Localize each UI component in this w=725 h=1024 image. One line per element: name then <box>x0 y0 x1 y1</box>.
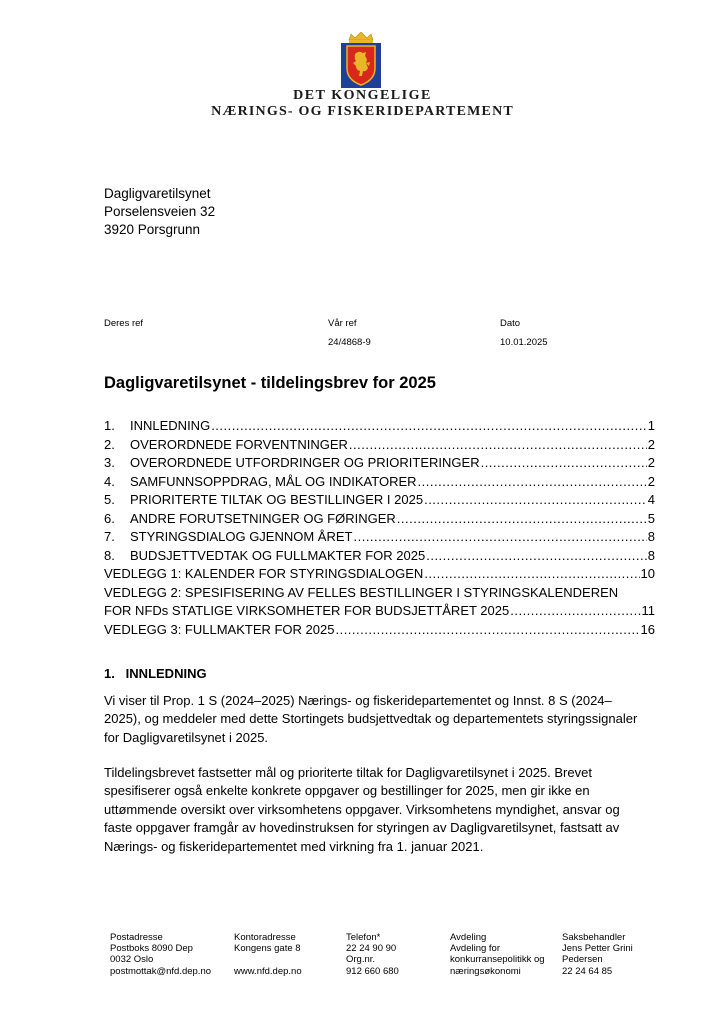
ministry-name-line1: DET KONGELIGE <box>293 88 432 103</box>
footer-value <box>234 954 302 965</box>
paragraph-line: for Dagligvaretilsynet i 2025. <box>104 729 269 745</box>
dato-value: 10.01.2025 <box>500 337 548 348</box>
paragraph-line: spesifiserer også enkelte konkrete oppgaver og bestillinger for 2025, men gir ikke en <box>104 783 590 799</box>
coat-of-arms-icon <box>337 32 385 88</box>
footer-value: næringsøkonomi <box>450 965 521 977</box>
toc-leader <box>424 566 639 581</box>
paragraph-line: Nærings- og fiskeridepartementet med virkning fra 1. januar 2021. <box>104 838 484 854</box>
paragraph <box>104 692 664 747</box>
section-heading: 1. INNLEDNING <box>104 666 207 681</box>
toc-number: 7. <box>104 529 115 544</box>
toc-number: 1. <box>104 418 115 433</box>
document-title: Dagligvaretilsynet - tildelingsbrev for 2025 <box>104 374 436 392</box>
footer-value: Pedersen <box>562 954 603 966</box>
toc-page: 16 <box>640 621 655 637</box>
footer-label: Org.nr. <box>346 954 376 966</box>
toc-page: 2 <box>647 436 655 452</box>
var-ref-label: Vår ref <box>328 318 357 329</box>
toc-text: FOR NFDs STATLIGE VIRKSOMHETER FOR BUDSJETTÅRET 2025 <box>104 603 510 618</box>
paragraph-line: Tildelingsbrevet fastsetter mål og prioriterte tiltak for Dagligvaretilsynet i 2025. Brevet <box>104 765 592 780</box>
paragraph-line: uttømmende oversikt over virksomhetens oppgaver. Virksomhetens myndighet, ansvar og <box>104 801 620 817</box>
footer-telefon <box>346 932 399 977</box>
toc-leader <box>335 622 639 637</box>
toc-entry[interactable] <box>104 585 655 622</box>
toc-entry[interactable] <box>104 474 655 493</box>
toc-number: 5. <box>104 492 115 507</box>
footer-value: Avdeling for <box>450 943 500 955</box>
toc-leader <box>211 418 647 433</box>
footer-website-link[interactable]: www.nfd.dep.no <box>234 965 302 977</box>
toc-text: ANDRE FORUTSETNINGER OG FØRINGER <box>130 510 396 526</box>
toc-entry[interactable] <box>104 622 655 641</box>
toc-page: 2 <box>647 473 655 489</box>
toc-text: INNLEDNING <box>130 418 211 433</box>
toc-entry[interactable] <box>104 492 655 511</box>
table-of-contents <box>104 418 655 640</box>
toc-entry[interactable] <box>104 437 655 456</box>
footer-kontoradresse <box>234 932 302 977</box>
deres-ref-label: Deres ref <box>104 318 144 329</box>
toc-text: BUDSJETTVEDTAK OG FULLMAKTER FOR 2025 <box>130 547 426 563</box>
footer-label: Avdeling <box>450 932 487 943</box>
toc-leader <box>353 529 646 544</box>
recipient-street: Porselensveien 32 <box>104 204 216 219</box>
footer-value: Postboks 8090 Dep <box>110 943 193 955</box>
footer-value: Jens Petter Grini <box>562 943 633 955</box>
toc-number: 3. <box>104 455 115 470</box>
toc-number: 4. <box>104 473 115 489</box>
footer-avdeling <box>450 932 545 977</box>
toc-leader <box>397 511 647 526</box>
footer-label: Postadresse <box>110 932 163 943</box>
toc-page: 4 <box>647 492 655 507</box>
toc-page: 2 <box>647 455 655 470</box>
ministry-name-line2: NÆRINGS- OG FISKERIDEPARTEMENT <box>211 104 514 119</box>
toc-text: VEDLEGG 3: FULLMAKTER FOR 2025 <box>104 621 335 637</box>
recipient-name: Dagligvaretilsynet <box>104 186 211 201</box>
toc-page: 5 <box>647 510 655 526</box>
toc-number: 6. <box>104 510 115 526</box>
toc-entry[interactable] <box>104 529 655 548</box>
toc-leader <box>426 548 647 563</box>
footer-postadresse <box>110 932 211 977</box>
footer-value: 22 24 90 90 <box>346 943 397 955</box>
toc-leader <box>418 474 647 489</box>
toc-leader <box>481 455 647 470</box>
toc-text: STYRINGSDIALOG GJENNOM ÅRET <box>130 529 353 544</box>
paragraph <box>104 764 664 856</box>
toc-entry[interactable] <box>104 455 655 474</box>
footer-value: konkurransepolitikk og <box>450 954 545 966</box>
toc-number: 2. <box>104 436 115 452</box>
toc-page: 8 <box>647 547 655 563</box>
footer-label: Saksbehandler <box>562 932 626 943</box>
paragraph-line: faste oppgaver framgår av hovedinstruksen for styringen av Dagligvaretilsynet, fastsatt av <box>104 820 620 836</box>
paragraph-line: Vi viser til Prop. 1 S (2024–2025) Nærings- og fiskeridepartementet og Innst. 8 S (2024– <box>104 693 612 708</box>
footer-email-link[interactable]: postmottak@nfd.dep.no <box>110 965 212 977</box>
toc-number: 8. <box>104 547 115 563</box>
toc-page: 8 <box>647 529 655 544</box>
recipient-postal: 3920 Porsgrunn <box>104 222 201 237</box>
toc-entry[interactable] <box>104 511 655 530</box>
footer-value: 22 24 64 85 <box>562 965 613 977</box>
recipient-address <box>104 185 215 239</box>
footer-value: Kongens gate 8 <box>234 943 301 955</box>
toc-entry[interactable] <box>104 548 655 567</box>
toc-text: PRIORITERTE TILTAK OG BESTILLINGER I 2025 <box>130 492 424 507</box>
footer-value: 912 660 680 <box>346 965 399 977</box>
dato-label: Dato <box>500 318 521 329</box>
toc-text: VEDLEGG 1: KALENDER FOR STYRINGSDIALOGEN <box>104 566 424 581</box>
paragraph-line: 2025), og meddeler med dette Stortingets budsjettvedtak og departementets styringssignaler <box>104 711 638 727</box>
toc-leader <box>424 492 647 507</box>
var-ref-value: 24/4868-9 <box>328 337 371 348</box>
toc-text: OVERORDNEDE UTFORDRINGER OG PRIORITERINGER <box>130 455 480 470</box>
toc-text-line1: VEDLEGG 2: SPESIFISERING AV FELLES BESTILLINGER I STYRINGSKALENDEREN <box>104 584 619 600</box>
toc-leader <box>349 437 647 452</box>
toc-page: 11 <box>641 603 655 618</box>
toc-entry[interactable] <box>104 418 655 437</box>
toc-page: 1 <box>647 418 655 433</box>
footer-label: Kontoradresse <box>234 932 296 943</box>
toc-leader <box>510 603 640 618</box>
toc-text: OVERORDNEDE FORVENTNINGER <box>130 436 348 452</box>
footer-label: Telefon* <box>346 932 381 943</box>
toc-page: 10 <box>640 566 655 581</box>
toc-entry[interactable] <box>104 566 655 585</box>
toc-text: SAMFUNNSOPPDRAG, MÅL OG INDIKATORER <box>130 473 417 489</box>
footer-saksbehandler <box>562 932 633 977</box>
footer-value: 0032 Oslo <box>110 954 154 966</box>
